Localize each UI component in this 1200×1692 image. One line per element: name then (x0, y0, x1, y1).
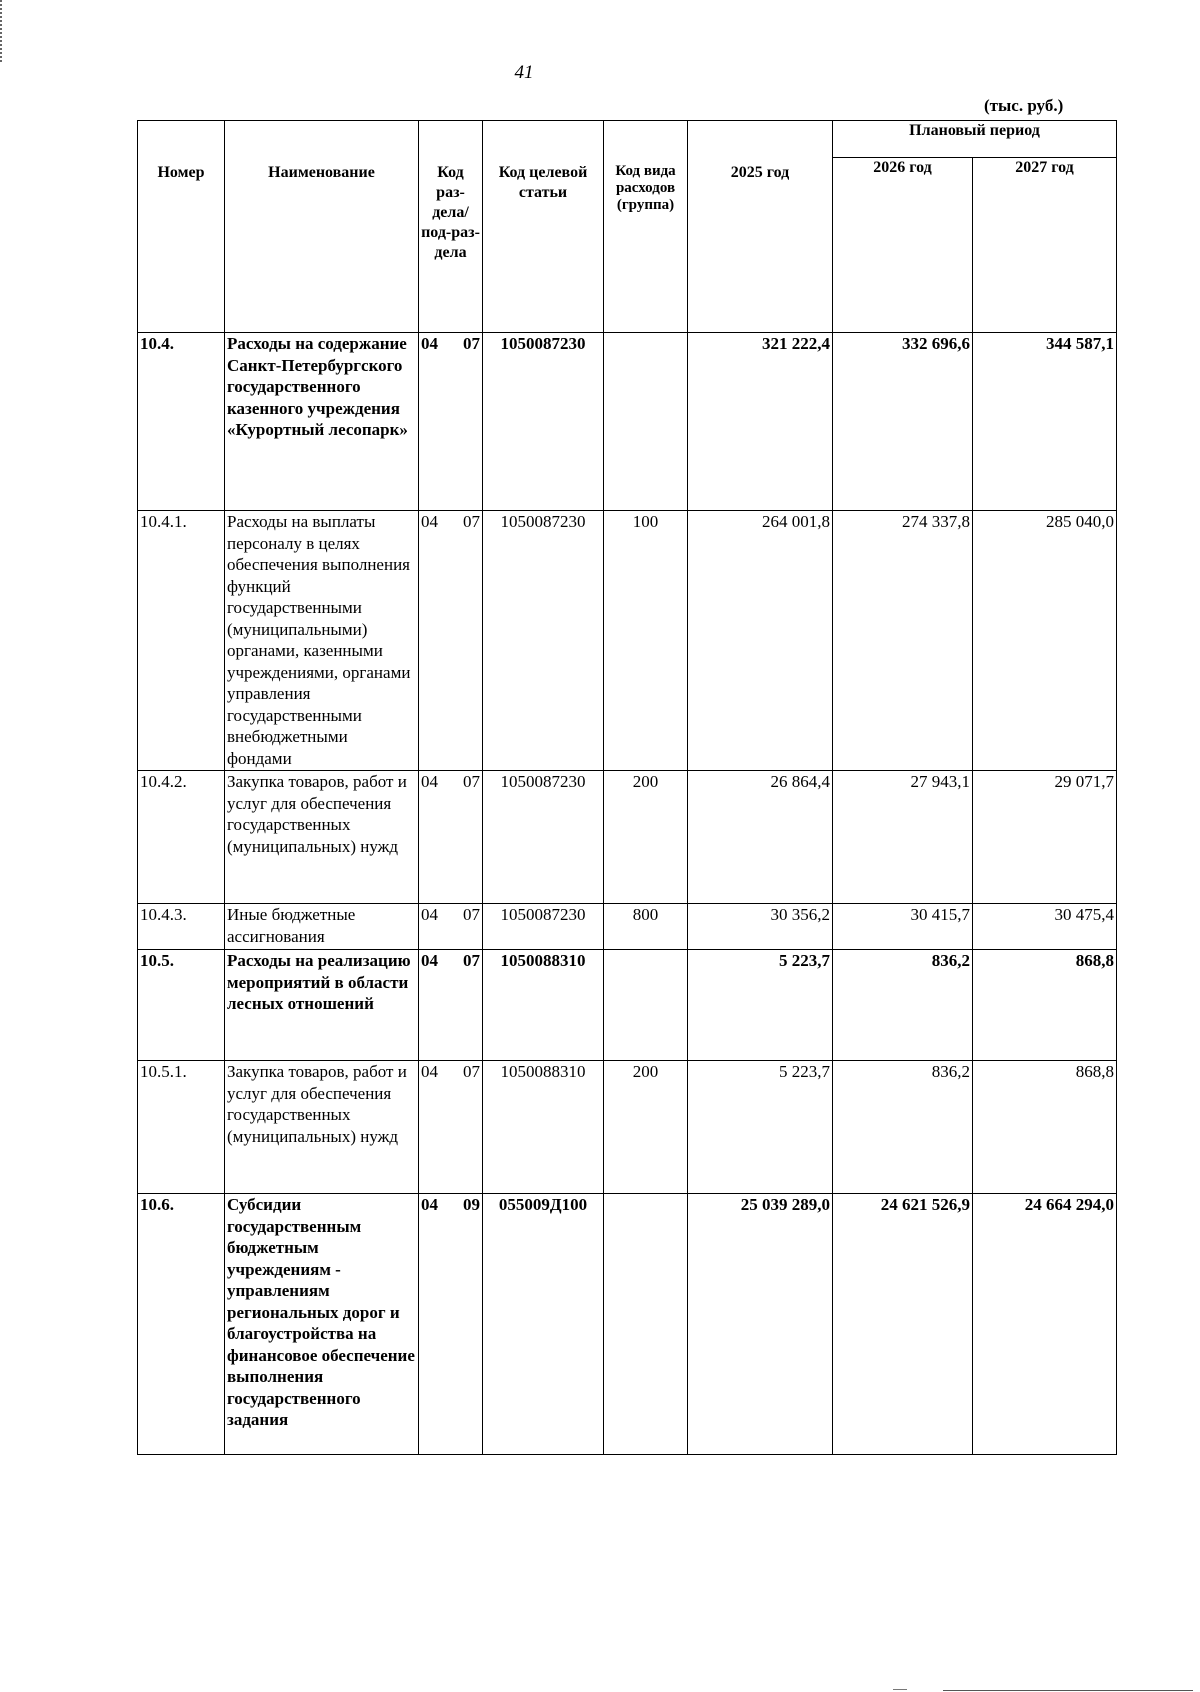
row-amount-2027: 30 475,4 (973, 904, 1117, 950)
row-section: 04 (421, 512, 438, 531)
header-year-2027: 2027 год (973, 158, 1117, 333)
row-amount-2025: 25 039 289,0 (688, 1194, 833, 1455)
row-amount-2026: 24 621 526,9 (833, 1194, 973, 1455)
row-section-code (419, 771, 483, 904)
row-subsection: 07 (463, 951, 480, 970)
table-row (138, 511, 1117, 771)
row-section: 04 (421, 905, 438, 924)
row-subsection: 07 (463, 905, 480, 924)
row-section-code (419, 511, 483, 771)
row-amount-2025: 264 001,8 (688, 511, 833, 771)
row-section: 04 (421, 334, 438, 353)
row-amount-2027: 285 040,0 (973, 511, 1117, 771)
scan-mark-bottom (893, 1689, 907, 1690)
row-amount-2025: 26 864,4 (688, 771, 833, 904)
header-section-code: Код раз-дела/ под-раз-дела (419, 121, 483, 333)
row-name: Расходы на выплаты персоналу в целях обеспечения выполнения функций государственными (муниципальными) органами, казенными учреждениями, органами управления государственными внебюджетными фондами (225, 511, 419, 771)
row-number: 10.4.2. (138, 771, 225, 904)
header-planned-period: Плановый период (833, 121, 1117, 158)
row-name: Закупка товаров, работ и услуг для обеспечения государственных (муниципальных) нужд (225, 771, 419, 904)
row-amount-2027: 868,8 (973, 1061, 1117, 1194)
header-expense-type: Код вида расходов (группа) (604, 121, 688, 333)
table-row (138, 1194, 1117, 1455)
row-expense-type: 200 (604, 1061, 688, 1194)
row-subsection: 07 (463, 1062, 480, 1081)
row-amount-2027: 29 071,7 (973, 771, 1117, 904)
row-name: Субсидии государственным бюджетным учреждениям - управлениям региональных дорог и благоустройства на финансовое обеспечение выполнения государственного задания (225, 1194, 419, 1455)
header-name: Наименование (225, 121, 419, 333)
header-year-2026: 2026 год (833, 158, 973, 333)
row-section-code (419, 950, 483, 1061)
row-section-code (419, 904, 483, 950)
header-number: Номер (138, 121, 225, 333)
table-row (138, 771, 1117, 904)
row-amount-2026: 30 415,7 (833, 904, 973, 950)
budget-table (137, 120, 1117, 1455)
row-expense-type: 200 (604, 771, 688, 904)
row-expense-type (604, 950, 688, 1061)
row-number: 10.4.1. (138, 511, 225, 771)
row-target-code: 1050087230 (483, 511, 604, 771)
row-target-code: 055009Д100 (483, 1194, 604, 1455)
table-row (138, 333, 1117, 511)
page-number: 41 (514, 62, 534, 83)
row-amount-2026: 836,2 (833, 950, 973, 1061)
row-section-code (419, 1194, 483, 1455)
row-target-code: 1050087230 (483, 333, 604, 511)
row-amount-2026: 274 337,8 (833, 511, 973, 771)
row-name: Иные бюджетные ассигнования (225, 904, 419, 950)
row-target-code: 1050088310 (483, 950, 604, 1061)
row-expense-type (604, 1194, 688, 1455)
row-subsection: 09 (463, 1195, 480, 1214)
row-number: 10.5. (138, 950, 225, 1061)
row-name: Расходы на реализацию мероприятий в области лесных отношений (225, 950, 419, 1061)
row-amount-2027: 24 664 294,0 (973, 1194, 1117, 1455)
row-amount-2025: 5 223,7 (688, 950, 833, 1061)
row-amount-2025: 30 356,2 (688, 904, 833, 950)
units-label: (тыс. руб.) (984, 96, 1064, 115)
row-subsection: 07 (463, 334, 480, 353)
row-number: 10.4.3. (138, 904, 225, 950)
header-year-2025: 2025 год (688, 121, 833, 333)
scan-line-bottom (943, 1690, 1193, 1691)
row-target-code: 1050088310 (483, 1061, 604, 1194)
table-row (138, 904, 1117, 950)
row-subsection: 07 (463, 772, 480, 791)
row-section: 04 (421, 1062, 438, 1081)
row-number: 10.5.1. (138, 1061, 225, 1194)
header-target-code: Код целевой статьи (483, 121, 604, 333)
row-amount-2026: 27 943,1 (833, 771, 973, 904)
scan-edge-mark (0, 0, 5, 62)
row-amount-2026: 332 696,6 (833, 333, 973, 511)
row-name: Закупка товаров, работ и услуг для обеспечения государственных (муниципальных) нужд (225, 1061, 419, 1194)
row-name: Расходы на содержание Санкт-Петербургского государственного казенного учреждения «Курортный лесопарк» (225, 333, 419, 511)
row-amount-2025: 5 223,7 (688, 1061, 833, 1194)
row-target-code: 1050087230 (483, 904, 604, 950)
row-amount-2025: 321 222,4 (688, 333, 833, 511)
row-amount-2026: 836,2 (833, 1061, 973, 1194)
row-expense-type: 800 (604, 904, 688, 950)
header-row-top (138, 121, 1117, 158)
row-expense-type: 100 (604, 511, 688, 771)
row-amount-2027: 344 587,1 (973, 333, 1117, 511)
table-body (138, 333, 1117, 1455)
row-target-code: 1050087230 (483, 771, 604, 904)
row-expense-type (604, 333, 688, 511)
row-section-code (419, 1061, 483, 1194)
row-number: 10.4. (138, 333, 225, 511)
row-section: 04 (421, 772, 438, 791)
row-number: 10.6. (138, 1194, 225, 1455)
row-section-code (419, 333, 483, 511)
row-amount-2027: 868,8 (973, 950, 1117, 1061)
row-section: 04 (421, 951, 438, 970)
table-row (138, 950, 1117, 1061)
row-section: 04 (421, 1195, 438, 1214)
row-subsection: 07 (463, 512, 480, 531)
table-row (138, 1061, 1117, 1194)
